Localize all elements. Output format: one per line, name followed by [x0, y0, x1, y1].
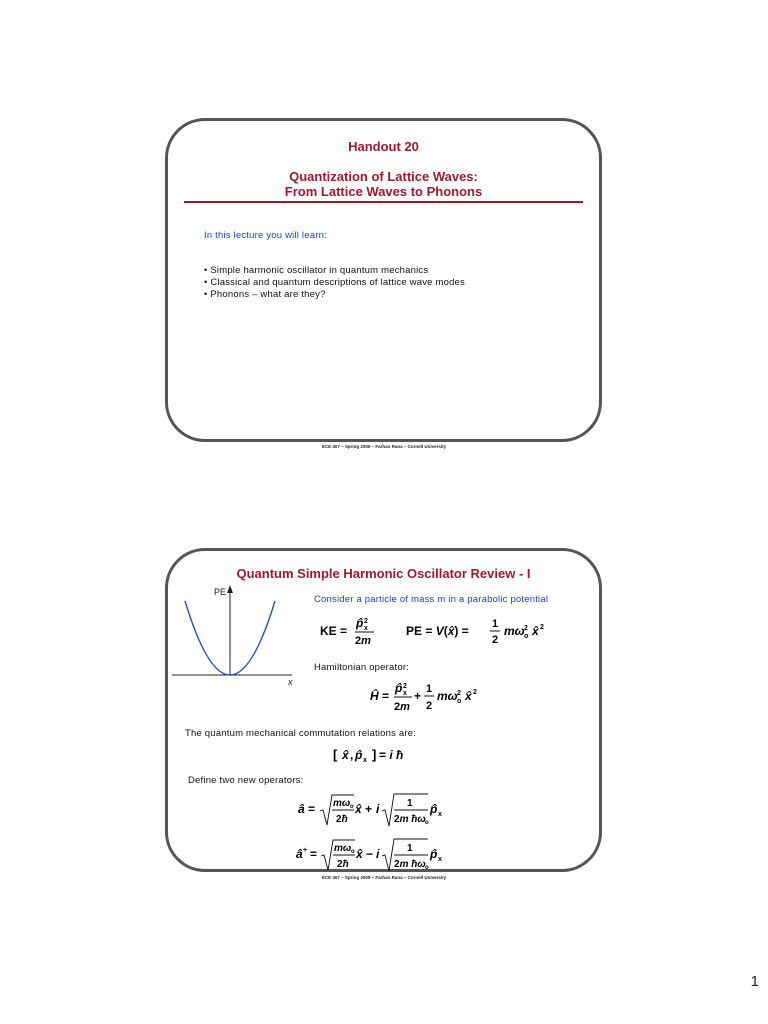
- svg-text:1: 1: [407, 798, 413, 809]
- slide-1: [165, 118, 602, 442]
- parabola-plot: [168, 579, 308, 689]
- svg-text:p̂: p̂: [356, 616, 364, 630]
- consider-text: Consider a particle of mass m in a parabolic potential: [314, 594, 549, 605]
- svg-text:= i ħ: = i ħ: [379, 748, 404, 762]
- slide-title: Quantum Simple Harmonic Oscillator Review - I: [236, 566, 531, 581]
- svg-text:KE =: KE =: [320, 624, 348, 638]
- svg-text:2ħ: 2ħ: [337, 859, 349, 870]
- handout-label: Handout 20: [348, 139, 419, 154]
- svg-text:2m: 2m: [394, 701, 410, 713]
- svg-text:2m ħω: 2m ħω: [394, 814, 426, 825]
- svg-text:x̂: x̂: [532, 624, 539, 638]
- svg-text:2: 2: [364, 618, 368, 625]
- svg-text:x̂: x̂: [342, 748, 349, 762]
- creation-operator-equation: [294, 834, 446, 878]
- footer-1: ECE 407 – Spring 2009 – Farhan Rana – Cornell University: [321, 444, 447, 449]
- commutation-label: The quantum mechanical commutation relations are:: [185, 728, 417, 739]
- svg-text:2: 2: [403, 683, 407, 690]
- svg-text:2: 2: [457, 690, 461, 697]
- intro-text: In this lecture you will learn:: [204, 230, 327, 241]
- pe-equation: [406, 614, 556, 650]
- svg-text:p̂: p̂: [430, 802, 438, 816]
- define-label: Define two new operators:: [188, 775, 304, 786]
- svg-text:x̂: x̂: [355, 802, 362, 816]
- slide-title-line1: Quantization of Lattice Waves:: [289, 169, 478, 184]
- svg-text:p̂: p̂: [395, 681, 403, 695]
- svg-text:]: ]: [372, 747, 377, 762]
- svg-text:=: =: [308, 802, 316, 816]
- svg-text:p̂: p̂: [430, 847, 438, 861]
- svg-text:o: o: [425, 820, 429, 826]
- svg-text:PE = V(x̂) =: PE = V(x̂) =: [406, 624, 469, 638]
- svg-text:2: 2: [540, 624, 544, 631]
- commutation-equation: [333, 744, 413, 766]
- slide-title-line2: From Lattice Waves to Phonons: [284, 184, 483, 199]
- svg-text:mω: mω: [334, 843, 352, 854]
- svg-text:[: [: [333, 747, 338, 762]
- title-rule: [184, 201, 583, 203]
- svg-text:2: 2: [426, 700, 433, 712]
- svg-text:x: x: [438, 811, 442, 818]
- svg-text:+: +: [365, 802, 373, 816]
- pe-axis-arrow: [227, 585, 233, 593]
- bullet-2: • Classical and quantum descriptions of lattice wave modes: [204, 277, 465, 288]
- pe-axis-label: PE: [214, 587, 227, 597]
- svg-text:1: 1: [426, 683, 433, 695]
- bullet-1: • Simple harmonic oscillator in quantum mechanics: [204, 265, 429, 276]
- svg-text:Ĥ: Ĥ: [370, 689, 379, 703]
- svg-text:+: +: [414, 689, 422, 703]
- svg-text:mω: mω: [333, 798, 351, 809]
- svg-text:2ħ: 2ħ: [336, 814, 348, 825]
- svg-text:2m ħω: 2m ħω: [394, 859, 426, 870]
- svg-text:mω: mω: [437, 689, 458, 703]
- svg-text:x: x: [363, 757, 367, 764]
- svg-text:−: −: [366, 847, 374, 861]
- svg-text:,: ,: [350, 748, 354, 762]
- svg-text:o: o: [457, 698, 462, 705]
- svg-text:o: o: [524, 633, 529, 640]
- svg-text:o: o: [351, 849, 355, 855]
- svg-text:o: o: [425, 865, 429, 871]
- page-number: 1: [750, 973, 759, 990]
- annihilation-operator-equation: [296, 789, 446, 833]
- svg-text:2: 2: [473, 689, 477, 696]
- svg-text:2: 2: [492, 634, 499, 646]
- svg-text:i: i: [376, 847, 380, 861]
- footer-2: ECE 407 – Spring 2009 – Farhan Rana – Cornell University: [321, 875, 447, 880]
- svg-text:x: x: [364, 625, 368, 632]
- svg-text:i: i: [376, 802, 380, 816]
- svg-text:o: o: [350, 804, 354, 810]
- slide-2: [165, 548, 602, 872]
- svg-text:=: =: [382, 689, 390, 703]
- svg-text:1: 1: [407, 843, 413, 854]
- svg-text:mω: mω: [504, 624, 525, 638]
- svg-text:â: â: [296, 847, 303, 861]
- svg-text:x̂: x̂: [465, 689, 472, 703]
- hamiltonian-label: Hamiltonian operator:: [314, 662, 410, 673]
- ke-equation: [318, 614, 388, 650]
- svg-text:=: =: [310, 847, 318, 861]
- svg-text:x̂: x̂: [356, 847, 363, 861]
- svg-text:x: x: [438, 856, 442, 863]
- svg-text:2: 2: [524, 625, 528, 632]
- svg-text:â: â: [298, 802, 305, 816]
- hamiltonian-equation: [368, 679, 488, 719]
- svg-text:2m: 2m: [355, 635, 371, 647]
- svg-text:+: +: [303, 847, 308, 854]
- svg-text:p̂: p̂: [355, 748, 363, 762]
- svg-text:1: 1: [492, 618, 499, 630]
- x-axis-label: x: [288, 677, 293, 687]
- bullet-3: • Phonons – what are they?: [204, 289, 326, 300]
- svg-text:x: x: [403, 690, 407, 697]
